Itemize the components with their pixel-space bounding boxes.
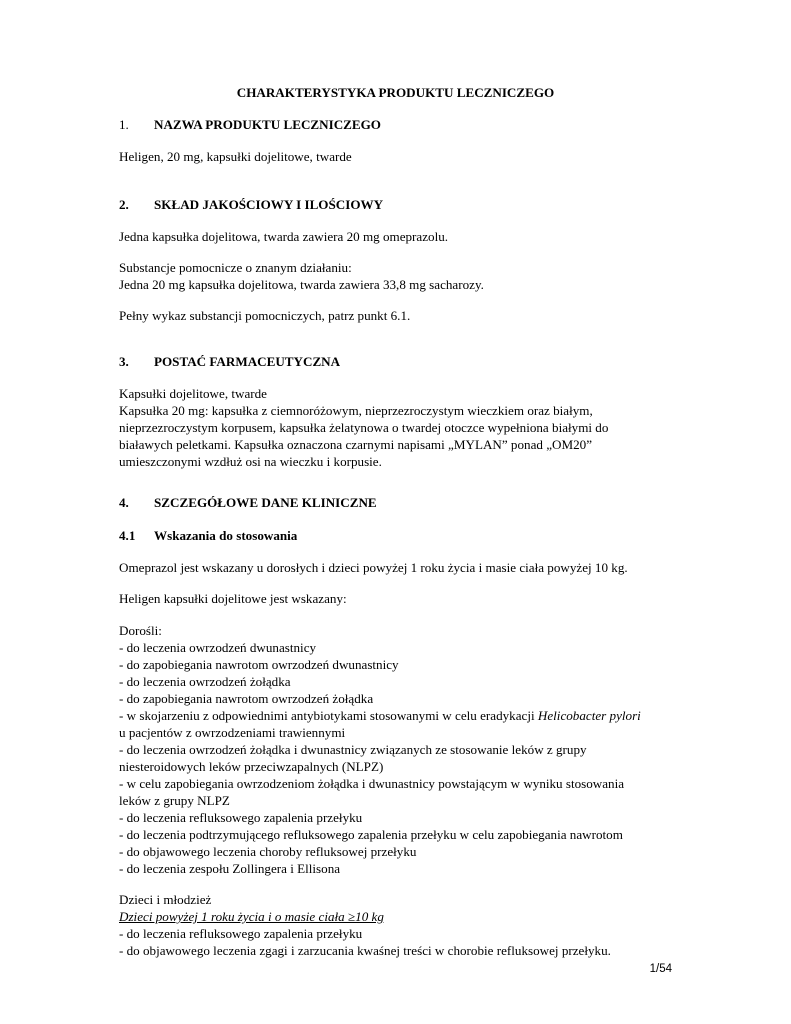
excipients-label: Substancje pomocnicze o znanym działaniu: <box>119 260 352 275</box>
section-3-heading: POSTAĆ FARMACEUTYCZNA <box>154 354 341 369</box>
indication-text: Omeprazol jest wskazany u dorosłych i dzieci powyżej 1 roku życia i masie ciała powyżej 10 kg. <box>119 560 628 575</box>
list-item: - w celu zapobiegania owrzodzeniom żołądka i dwunastnicy powstającym w wyniku stosowania <box>119 776 625 791</box>
composition-text: Jedna kapsułka dojelitowa, twarda zawiera 20 mg omeprazolu. <box>119 229 449 244</box>
section-4-heading: SZCZEGÓŁOWE DANE KLINICZNE <box>154 495 377 510</box>
children-subheading: Dzieci powyżej 1 roku życia i o masie ciała ≥10 kg <box>119 909 384 924</box>
subsection-4-1-heading: Wskazania do stosowania <box>154 528 298 543</box>
list-item: - do leczenia zespołu Zollingera i Ellisona <box>119 861 341 876</box>
section-1-heading: NAZWA PRODUKTU LECZNICZEGO <box>154 117 381 132</box>
section-2-number: 2. <box>119 197 129 212</box>
list-item: leków z grupy NLPZ <box>119 793 230 808</box>
list-item: - do leczenia podtrzymującego refluksowego zapalenia przełyku w celu zapobiegania nawrotom <box>119 827 623 842</box>
list-item: - do objawowego leczenia choroby refluksowej przełyku <box>119 844 417 859</box>
adults-label: Dorośli: <box>119 623 162 638</box>
section-3-number: 3. <box>119 354 129 369</box>
list-item: - do leczenia refluksowego zapalenia przełyku <box>119 926 363 941</box>
section-4-number: 4. <box>119 495 129 510</box>
list-item: - do leczenia refluksowego zapalenia przełyku <box>119 810 363 825</box>
list-item: - do zapobiegania nawrotom owrzodzeń żołądka <box>119 691 374 706</box>
list-item: u pacjentów z owrzodzeniami trawiennymi <box>119 725 346 740</box>
list-item-text: - w skojarzeniu z odpowiednimi antybiotykami stosowanymi w celu eradykacji <box>119 708 538 723</box>
section-1-text: Heligen, 20 mg, kapsułki dojelitowe, twarde <box>119 149 352 164</box>
children-label: Dzieci i młodzież <box>119 892 212 907</box>
list-item: - do zapobiegania nawrotom owrzodzeń dwunastnicy <box>119 657 399 672</box>
list-item: - do objawowego leczenia zgagi i zarzucania kwaśnej treści w chorobie refluksowej przełyku. <box>119 943 611 958</box>
excipients-reference: Pełny wykaz substancji pomocniczych, patrz punkt 6.1. <box>119 308 411 323</box>
page-number: 1/54 <box>649 963 672 975</box>
indication-intro: Heligen kapsułki dojelitowe jest wskazany: <box>119 591 347 606</box>
form-line: umieszczonymi wzdłuż osi na wieczku i korpusie. <box>119 454 382 469</box>
form-line: białawych peletkami. Kapsułka oznaczona czarnymi napisami „MYLAN” ponad „OM20” <box>119 437 593 452</box>
form-line: nieprzezroczystym korpusem, kapsułka żelatynowa o twardej otoczce wypełniona białymi do <box>119 420 609 435</box>
list-item-helicobacter <box>119 707 641 724</box>
section-2-heading: SKŁAD JAKOŚCIOWY I ILOŚCIOWY <box>154 197 384 212</box>
form-line: Kapsułki dojelitowe, twarde <box>119 386 267 401</box>
document-title: CHARAKTERYSTYKA PRODUKTU LECZNICZEGO <box>236 85 555 100</box>
subsection-4-1-number: 4.1 <box>119 528 136 543</box>
list-item: niesteroidowych leków przeciwzapalnych (NLPZ) <box>119 759 384 774</box>
section-1-number: 1. <box>119 117 129 132</box>
list-item: - do leczenia owrzodzeń dwunastnicy <box>119 640 317 655</box>
excipients-text: Jedna 20 mg kapsułka dojelitowa, twarda zawiera 33,8 mg sacharozy. <box>119 277 484 292</box>
list-item: - do leczenia owrzodzeń żołądka <box>119 674 291 689</box>
form-line: Kapsułka 20 mg: kapsułka z ciemnoróżowym, nieprzezroczystym wieczkiem oraz białym, <box>119 403 593 418</box>
list-item: - do leczenia owrzodzeń żołądka i dwunastnicy związanych ze stosowanie leków z grupy <box>119 742 587 757</box>
species-name: Helicobacter pylori <box>537 708 641 723</box>
